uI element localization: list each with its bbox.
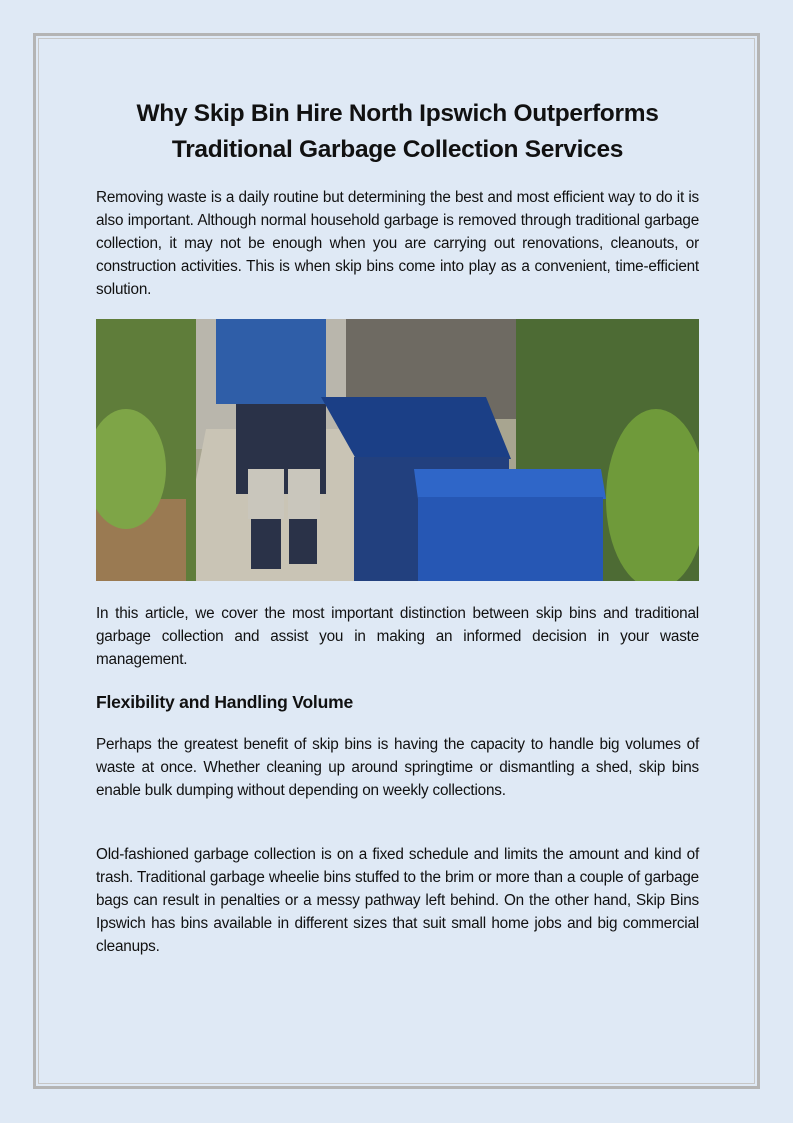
paragraph-volume: Perhaps the greatest benefit of skip bins is having the capacity to handle big volumes of waste at once. Whether cleaning up around springtime or dismantling a shed, skip bins enable bulk dumping without depending on weekly collections.	[96, 736, 699, 799]
section-heading: Flexibility and Handling Volume	[96, 692, 353, 712]
intro-paragraph: Removing waste is a daily routine but determining the best and most efficient way to do it is also important. Although normal household garbage is removed through traditional garbage collection, it may not be enough when you are carrying out renovations, cleanouts, or construction activities. This is when skip bins come into play as a convenient, time-efficient solution.	[96, 189, 699, 298]
document-title: Why Skip Bin Hire North Ipswich Outperforms Traditional Garbage Collection Services	[136, 100, 659, 163]
paragraph-traditional: Old-fashioned garbage collection is on a fixed schedule and limits the amount and kind of trash. Traditional garbage wheelie bins stuffed to the brim or more than a couple of garbage bags can result in penalties or a messy pathway left behind. On the other hand, Skip Bins Ipswich has bins available in different sizes that suit small home jobs and big commercial cleanups.	[96, 846, 699, 955]
article-photo	[96, 319, 699, 581]
article-paragraph: In this article, we cover the most important distinction between skip bins and traditional garbage collection and assist you in making an informed decision in your waste management.	[96, 605, 699, 668]
